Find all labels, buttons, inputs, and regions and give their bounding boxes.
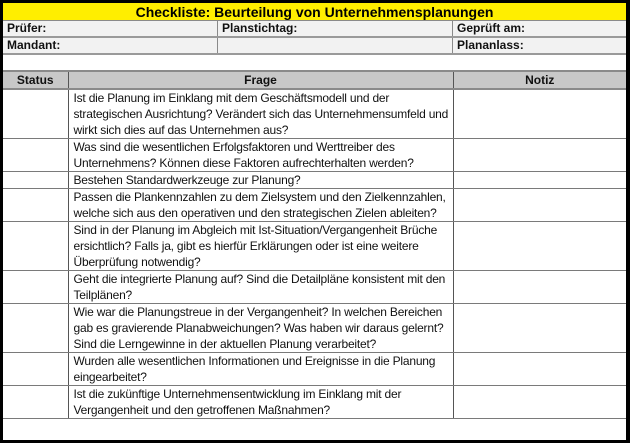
note-cell[interactable] [453,222,626,271]
pruefer-label: Prüfer: [7,21,47,35]
status-cell[interactable] [3,304,68,353]
note-cell[interactable] [453,353,626,386]
question-cell: Was sind die wesentlichen Erfolgsfaktoren und Werttreiber des Unternehmens? Können diese Faktoren aufrechterhalten werden? [68,139,453,172]
pruefer-field[interactable] [3,21,217,36]
table-row [3,304,626,353]
header-frage: Frage [68,71,453,89]
note-cell[interactable] [453,271,626,304]
planstichtag-label: Planstichtag: [222,21,298,35]
note-cell[interactable] [453,189,626,222]
status-cell[interactable] [3,353,68,386]
status-cell[interactable] [3,139,68,172]
table-row [3,353,626,386]
header-notiz: Notiz [453,71,626,89]
meta-row-2 [3,38,626,55]
table-row [3,189,626,222]
status-cell[interactable] [3,172,68,189]
status-cell[interactable] [3,386,68,419]
question-cell: Ist die zukünftige Unternehmensentwicklung im Einklang mit der Vergangenheit und den getroffenen Maßnahmen? [68,386,453,419]
checklist-sheet [3,3,626,440]
note-cell[interactable] [453,139,626,172]
question-cell: Wurden alle wesentlichen Informationen und Ereignisse in die Planung eingearbeitet? [68,353,453,386]
meta-row-1 [3,21,626,38]
note-cell[interactable] [453,89,626,139]
question-cell: Geht die integrierte Planung auf? Sind die Detailpläne konsistent mit den Teilplänen? [68,271,453,304]
note-cell[interactable] [453,172,626,189]
table-row [3,271,626,304]
plananlass-label: Plananlass: [457,38,524,52]
table-row [3,386,626,419]
header-status: Status [3,71,68,89]
geprueft-am-field[interactable] [452,21,626,36]
question-cell: Ist die Planung im Einklang mit dem Geschäftsmodell und der strategischen Ausrichtung? Verändert sich das Unternehmensumfeld und wirkt sich dies auf das Unternehmen aus? [68,89,453,139]
question-cell: Bestehen Standardwerkzeuge zur Planung? [68,172,453,189]
table-row [3,172,626,189]
table-header-row [3,71,626,89]
note-cell[interactable] [453,304,626,353]
table-row [3,222,626,271]
mandant-label: Mandant: [7,38,61,52]
status-cell[interactable] [3,222,68,271]
status-cell[interactable] [3,89,68,139]
status-cell[interactable] [3,271,68,304]
geprueft-am-label: Geprüft am: [457,21,526,35]
question-cell: Sind in der Planung im Abgleich mit Ist-Situation/Vergangenheit Brüche ersichtlich? Falls ja, gibt es hierfür Erklärungen oder ist eine weitere Überprüfung notwendig? [68,222,453,271]
planstichtag-field[interactable] [217,21,452,36]
status-cell[interactable] [3,189,68,222]
table-row [3,139,626,172]
plananlass-field[interactable] [452,38,626,53]
empty-meta-field[interactable] [217,38,452,53]
checklist-table [3,70,626,419]
question-cell: Passen die Plankennzahlen zu dem Zielsystem und den Zielkennzahlen, welche sich aus den operativen und den strategischen Zielen ableiten? [68,189,453,222]
table-row [3,89,626,139]
page-title: Checkliste: Beurteilung von Unternehmensplanungen [3,3,626,21]
mandant-field[interactable] [3,38,217,53]
note-cell[interactable] [453,386,626,419]
question-cell: Wie war die Planungstreue in der Vergangenheit? In welchen Bereichen gab es gravierende Planabweichungen? Was haben wir daraus gelernt? Sind die Lerngewinne in der aktuellen Planung verarbeitet? [68,304,453,353]
